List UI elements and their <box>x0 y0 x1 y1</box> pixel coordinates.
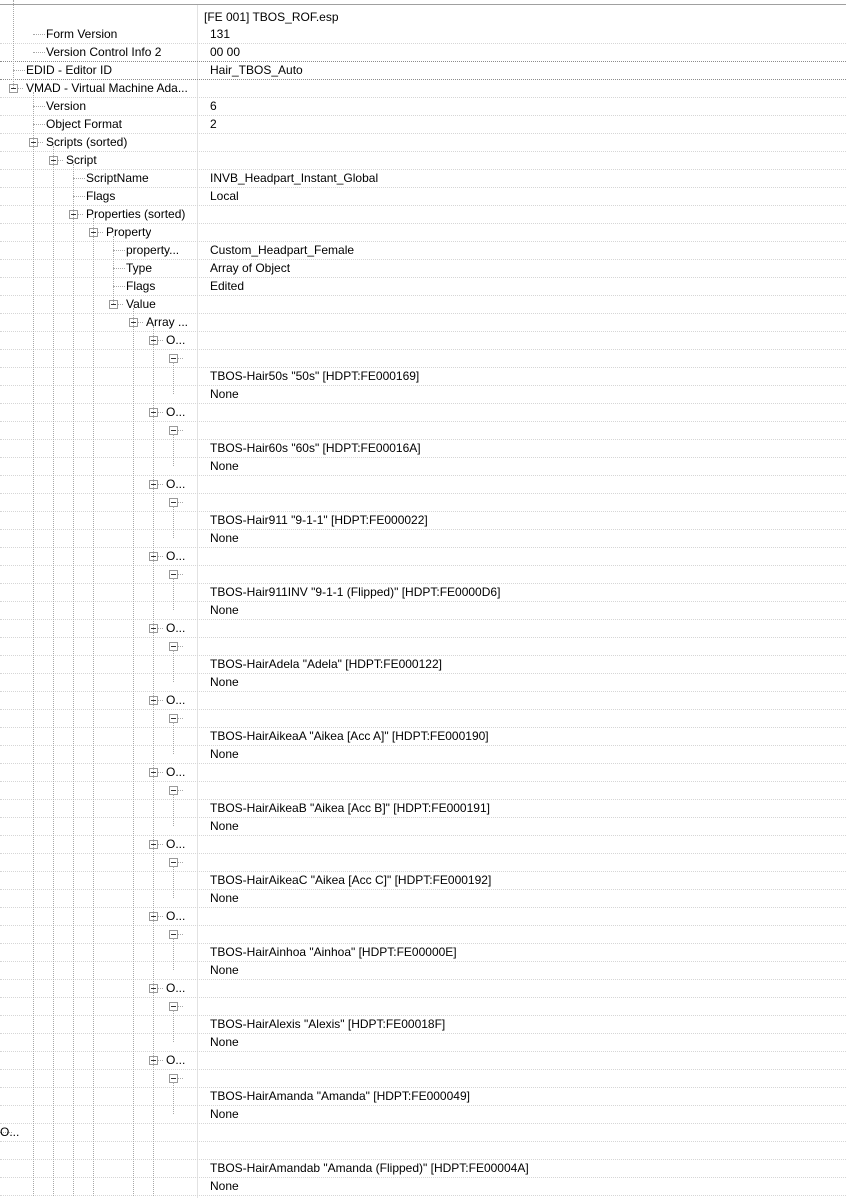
record-header: [FE 001] TBOS_ROF.esp <box>204 10 339 24</box>
tree-connector <box>158 844 163 845</box>
field-value[interactable]: Array of Object <box>210 261 291 275</box>
tree-row[interactable] <box>0 1088 846 1106</box>
field-value[interactable]: TBOS-Hair911INV "9-1-1 (Flipped)" [HDPT:FE0000D6] <box>210 585 501 599</box>
tree-guide-line <box>173 434 174 466</box>
tree-row[interactable] <box>0 314 846 332</box>
field-value[interactable]: TBOS-HairAikeaC "Aikea [Acc C]" [HDPT:FE000192] <box>210 873 492 887</box>
tree-row[interactable] <box>0 638 846 656</box>
tree-row[interactable] <box>0 152 846 170</box>
tree-connector <box>158 628 163 629</box>
record-tree <box>0 26 846 1196</box>
field-label: O... <box>166 765 186 779</box>
field-value[interactable]: TBOS-HairAlexis "Alexis" [HDPT:FE00018F] <box>210 1017 446 1031</box>
tree-connector <box>58 160 63 161</box>
tree-row[interactable] <box>0 278 846 296</box>
tree-connector <box>158 556 163 557</box>
tree-row[interactable] <box>0 620 846 638</box>
tree-guide-line <box>173 578 174 610</box>
tree-connector <box>158 988 163 989</box>
tree-row[interactable] <box>0 170 846 188</box>
tree-row[interactable] <box>0 926 846 944</box>
field-value[interactable]: 131 <box>210 27 231 41</box>
field-label: Array ... <box>146 315 189 329</box>
field-label: Form Version <box>46 27 118 41</box>
tree-row[interactable] <box>0 980 846 998</box>
tree-connector <box>33 52 45 53</box>
field-value[interactable]: 2 <box>210 117 217 131</box>
field-label: O... <box>166 621 186 635</box>
tree-row[interactable] <box>0 26 846 44</box>
tree-row[interactable] <box>0 782 846 800</box>
field-value[interactable]: TBOS-HairAdela "Adela" [HDPT:FE000122] <box>210 657 442 671</box>
tree-row[interactable] <box>0 62 846 80</box>
tree-guide-line <box>53 146 54 1196</box>
tree-row[interactable] <box>0 530 846 548</box>
tree-row[interactable] <box>0 422 846 440</box>
tree-connector <box>178 574 183 575</box>
field-label: Scripts (sorted) <box>46 135 128 149</box>
field-value[interactable]: Custom_Headpart_Female <box>210 243 355 257</box>
tree-row[interactable] <box>0 404 846 422</box>
field-value[interactable]: None <box>210 747 239 761</box>
tree-connector <box>158 916 163 917</box>
tree-row[interactable] <box>0 710 846 728</box>
field-label: O... <box>166 981 186 995</box>
tree-connector <box>138 322 143 323</box>
field-value[interactable]: Hair_TBOS_Auto <box>210 63 303 77</box>
tree-row[interactable] <box>0 476 846 494</box>
tree-row[interactable] <box>0 440 846 458</box>
tree-connector <box>178 1078 183 1079</box>
tree-guide-line <box>173 650 174 682</box>
top-border <box>0 4 846 5</box>
tree-connector <box>158 340 163 341</box>
tree-connector <box>158 772 163 773</box>
tree-row[interactable] <box>0 764 846 782</box>
tree-guide-line <box>173 866 174 898</box>
tree-row[interactable] <box>0 872 846 890</box>
field-label: property... <box>126 243 180 257</box>
field-label: ScriptName <box>86 171 149 185</box>
field-value[interactable]: None <box>210 1179 239 1193</box>
tree-row[interactable] <box>0 836 846 854</box>
tree-row[interactable] <box>0 1034 846 1052</box>
field-value[interactable]: TBOS-Hair60s "60s" [HDPT:FE00016A] <box>210 441 421 455</box>
tree-row[interactable] <box>0 386 846 404</box>
tree-guide-line <box>133 308 134 1196</box>
field-value[interactable]: None <box>210 459 239 473</box>
field-label: O... <box>166 693 186 707</box>
tree-row[interactable] <box>0 332 846 350</box>
tree-row[interactable] <box>0 368 846 386</box>
field-value[interactable]: Edited <box>210 279 245 293</box>
tree-row[interactable] <box>0 1070 846 1088</box>
tree-connector <box>33 124 45 125</box>
tree-row[interactable] <box>0 998 846 1016</box>
field-value[interactable]: TBOS-HairAmanda "Amanda" [HDPT:FE000049] <box>210 1089 470 1103</box>
field-value[interactable]: 6 <box>210 99 217 113</box>
tree-connector <box>178 358 183 359</box>
tree-connector <box>38 142 43 143</box>
field-value[interactable]: TBOS-Hair50s "50s" [HDPT:FE000169] <box>210 369 420 383</box>
tree-row[interactable] <box>0 1052 846 1070</box>
tree-guide-line <box>173 362 174 394</box>
tree-row[interactable] <box>0 602 846 620</box>
field-value[interactable]: None <box>210 819 239 833</box>
tree-connector <box>178 790 183 791</box>
tree-guide-line <box>73 164 74 1196</box>
field-value[interactable]: 00 00 <box>210 45 241 59</box>
field-value[interactable]: None <box>210 963 239 977</box>
field-label: O... <box>166 333 186 347</box>
field-label: Flags <box>126 279 156 293</box>
tree-connector <box>33 34 45 35</box>
tree-row[interactable] <box>0 908 846 926</box>
tree-row[interactable] <box>0 728 846 746</box>
tree-row[interactable] <box>0 116 846 134</box>
field-value[interactable]: INVB_Headpart_Instant_Global <box>210 171 379 185</box>
tree-row[interactable] <box>0 566 846 584</box>
tree-row[interactable] <box>0 242 846 260</box>
tree-row[interactable] <box>0 134 846 152</box>
field-label: O... <box>166 549 186 563</box>
field-value[interactable]: TBOS-HairAinhoa "Ainhoa" [HDPT:FE00000E] <box>210 945 457 959</box>
tree-connector <box>178 934 183 935</box>
tree-row[interactable] <box>0 296 846 314</box>
field-value[interactable]: None <box>210 603 239 617</box>
tree-row[interactable] <box>0 260 846 278</box>
tree-connector <box>158 412 163 413</box>
field-label: Value <box>126 297 156 311</box>
tree-row[interactable] <box>0 674 846 692</box>
tree-connector <box>178 502 183 503</box>
tree-row[interactable] <box>0 962 846 980</box>
tree-connector <box>178 1006 183 1007</box>
field-label: Object Format <box>46 117 123 131</box>
tree-row[interactable] <box>0 890 846 908</box>
tree-connector <box>113 268 125 269</box>
field-label: O... <box>166 909 186 923</box>
tree-row[interactable] <box>0 1178 846 1196</box>
field-label: Properties (sorted) <box>86 207 186 221</box>
tree-connector <box>178 430 183 431</box>
field-value[interactable]: Local <box>210 189 239 203</box>
field-value[interactable]: TBOS-HairAikeaB "Aikea [Acc B]" [HDPT:FE000191] <box>210 801 490 815</box>
tree-row[interactable] <box>0 494 846 512</box>
tree-row[interactable] <box>0 188 846 206</box>
tree-guide-line <box>13 0 14 88</box>
field-label: O... <box>0 1125 20 1139</box>
tree-row[interactable] <box>0 944 846 962</box>
tree-row[interactable] <box>0 1160 846 1178</box>
tree-row[interactable] <box>0 80 846 98</box>
field-value[interactable]: TBOS-Hair911 "9-1-1" [HDPT:FE000022] <box>210 513 428 527</box>
tree-guide-line <box>173 794 174 826</box>
tree-connector <box>178 646 183 647</box>
tree-guide-line <box>173 506 174 538</box>
field-value[interactable]: None <box>210 1107 239 1121</box>
tree-row[interactable] <box>0 656 846 674</box>
field-value[interactable]: None <box>210 387 239 401</box>
field-value[interactable]: None <box>210 1035 239 1049</box>
tree-guide-line <box>173 1010 174 1042</box>
field-label: O... <box>166 1053 186 1067</box>
tree-row[interactable] <box>0 818 846 836</box>
tree-row[interactable] <box>0 1016 846 1034</box>
tree-row[interactable] <box>0 746 846 764</box>
field-label: O... <box>166 837 186 851</box>
tree-row[interactable] <box>0 854 846 872</box>
field-label: O... <box>166 477 186 491</box>
tree-connector <box>178 718 183 719</box>
tree-row[interactable] <box>0 206 846 224</box>
field-label: Version Control Info 2 <box>46 45 162 59</box>
tree-connector <box>98 232 103 233</box>
field-label: O... <box>166 405 186 419</box>
tree-guide-line <box>93 218 94 1196</box>
tree-guide-line <box>33 92 34 1196</box>
tree-guide-line <box>173 938 174 970</box>
field-label: Script <box>66 153 97 167</box>
field-value[interactable]: TBOS-HairAikeaA "Aikea [Acc A]" [HDPT:FE000190] <box>210 729 489 743</box>
tree-row[interactable] <box>0 350 846 368</box>
tree-connector <box>33 106 45 107</box>
tree-row[interactable] <box>0 458 846 476</box>
tree-row[interactable] <box>0 1124 846 1142</box>
tree-guide-line <box>113 236 114 304</box>
tree-row[interactable] <box>0 44 846 62</box>
tree-connector <box>13 70 25 71</box>
field-label: Type <box>126 261 153 275</box>
field-value[interactable]: None <box>210 891 239 905</box>
tree-row[interactable] <box>0 98 846 116</box>
tree-row[interactable] <box>0 224 846 242</box>
tree-connector <box>158 1060 163 1061</box>
tree-guide-line <box>173 1082 174 1114</box>
tree-connector <box>78 214 83 215</box>
tree-row[interactable] <box>0 584 846 602</box>
tree-connector <box>178 862 183 863</box>
tree-connector <box>158 700 163 701</box>
tree-connector <box>18 88 23 89</box>
field-value[interactable]: None <box>210 531 239 545</box>
field-label: EDID - Editor ID <box>26 63 113 77</box>
tree-connector <box>113 250 125 251</box>
field-value[interactable]: None <box>210 675 239 689</box>
tree-row[interactable] <box>0 512 846 530</box>
tree-guide-line <box>173 722 174 754</box>
tree-connector <box>113 286 125 287</box>
field-label: Version <box>46 99 87 113</box>
tree-guide-line <box>153 326 154 1196</box>
tree-connector <box>73 178 85 179</box>
field-label: Flags <box>86 189 116 203</box>
tree-row[interactable] <box>0 692 846 710</box>
tree-row[interactable] <box>0 1142 846 1160</box>
tree-connector <box>73 196 85 197</box>
field-value[interactable]: TBOS-HairAmandab "Amanda (Flipped)" [HDPT:FE00004A] <box>210 1161 529 1175</box>
tree-connector <box>118 304 123 305</box>
tree-row[interactable] <box>0 800 846 818</box>
tree-connector <box>158 484 163 485</box>
field-label: Property <box>106 225 152 239</box>
field-label: VMAD - Virtual Machine Ada... <box>26 81 188 95</box>
tree-row[interactable] <box>0 548 846 566</box>
tree-row[interactable] <box>0 1106 846 1124</box>
